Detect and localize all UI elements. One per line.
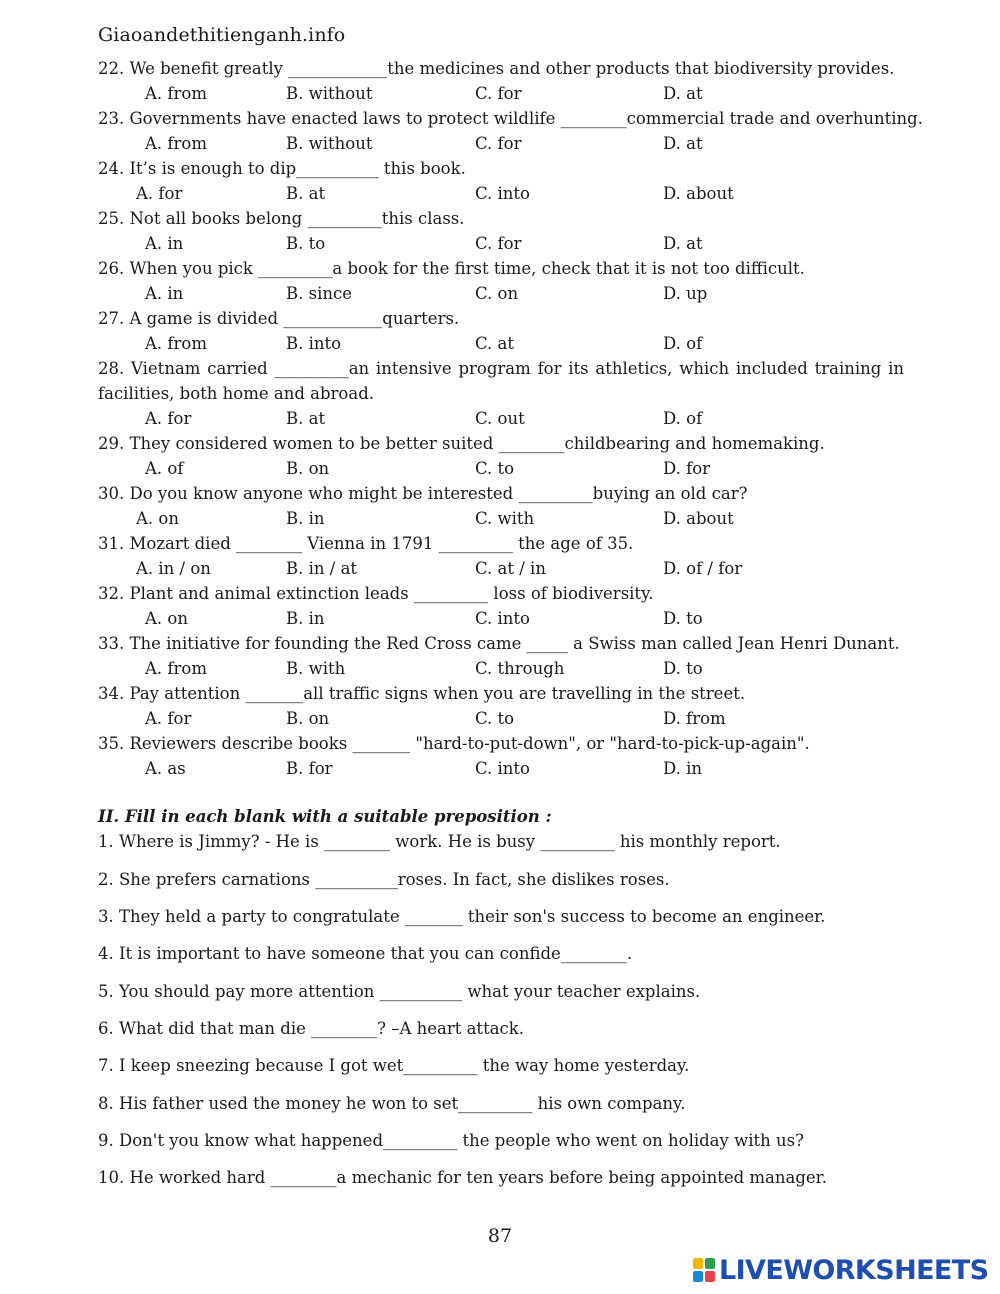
logo-tile (705, 1258, 715, 1269)
question-35: 35. Reviewers describe books _______ "hard-to-put-down", or "hard-to-pick-up-again". (98, 734, 810, 753)
logo-tile (693, 1258, 703, 1269)
question-34-options (0, 706, 1000, 731)
option-a: A. on (145, 609, 188, 628)
option-d: D. about (663, 184, 734, 203)
logo-tile (705, 1271, 715, 1282)
liveworksheets-brand[interactable] (693, 1255, 988, 1285)
fill-item-4: 4. It is important to have someone that you can confide________. (98, 944, 633, 963)
site-header: Giaoandethitienganh.info (98, 24, 346, 46)
question-28: 28. Vietnam carried _________an intensive program for its athletics, which included training in facilities, both home and abroad. (98, 359, 904, 403)
question-22: 22. We benefit greatly ____________the medicines and other products that biodiversity provides. (98, 59, 895, 78)
fill-item-5: 5. You should pay more attention __________ what your teacher explains. (98, 982, 701, 1001)
option-c: C. for (475, 84, 522, 103)
page-number: 87 (487, 1225, 513, 1247)
option-c: C. into (475, 184, 530, 203)
option-b: B. into (286, 334, 342, 353)
question-26-options (0, 281, 1000, 306)
option-a: A. on (136, 509, 179, 528)
question-27-options (0, 331, 1000, 356)
question-25-options (0, 231, 1000, 256)
option-d: D. of (663, 334, 703, 353)
option-d: D. at (663, 84, 703, 103)
section-2-title: II. Fill in each blank with a suitable preposition : (98, 807, 552, 826)
option-c: C. out (475, 409, 525, 428)
logo-tile (693, 1271, 703, 1282)
option-d: D. for (663, 459, 711, 478)
option-c: C. into (475, 609, 530, 628)
liveworksheets-logo-icon (693, 1258, 715, 1282)
option-c: C. for (475, 134, 522, 153)
fill-item-10: 10. He worked hard ________a mechanic for ten years before being appointed manager. (98, 1168, 828, 1187)
option-a: A. for (136, 184, 183, 203)
option-a: A. from (145, 334, 207, 353)
fill-item-7: 7. I keep sneezing because I got wet_________ the way home yesterday. (98, 1056, 690, 1075)
option-b: B. since (286, 284, 352, 303)
option-d: D. to (663, 659, 703, 678)
option-b: B. in (286, 609, 325, 628)
option-c: C. on (475, 284, 519, 303)
question-29: 29. They considered women to be better suited ________childbearing and homemaking. (98, 434, 825, 453)
brand-name: LIVEWORKSHEETS (719, 1254, 989, 1286)
question-32: 32. Plant and animal extinction leads _________ loss of biodiversity. (98, 584, 654, 603)
option-a: A. in (145, 234, 184, 253)
option-b: B. in / at (286, 559, 358, 578)
question-32-options (0, 606, 1000, 631)
question-25: 25. Not all books belong _________this class. (98, 209, 465, 228)
option-c: C. at / in (475, 559, 546, 578)
question-24-options (0, 181, 1000, 206)
option-a: A. in (145, 284, 184, 303)
fill-item-3: 3. They held a party to congratulate _______ their son's success to become an engineer. (98, 907, 826, 926)
question-24: 24. It’s is enough to dip__________ this book. (98, 159, 466, 178)
question-34: 34. Pay attention _______all traffic signs when you are travelling in the street. (98, 684, 746, 703)
option-c: C. to (475, 459, 515, 478)
option-c: C. through (475, 659, 565, 678)
fill-item-8: 8. His father used the money he won to set_________ his own company. (98, 1094, 686, 1113)
question-22-options (0, 81, 1000, 106)
option-c: C. at (475, 334, 514, 353)
option-b: B. to (286, 234, 326, 253)
option-a: A. from (145, 659, 207, 678)
fill-item-1: 1. Where is Jimmy? - He is ________ work. He is busy _________ his monthly report. (98, 832, 781, 851)
option-d: D. of / for (663, 559, 743, 578)
option-a: A. from (145, 84, 207, 103)
question-33: 33. The initiative for founding the Red Cross came _____ a Swiss man called Jean Henri Dunant. (98, 634, 900, 653)
option-d: D. up (663, 284, 708, 303)
option-c: C. to (475, 709, 515, 728)
question-33-options (0, 656, 1000, 681)
question-23: 23. Governments have enacted laws to protect wildlife ________commercial trade and overhunting. (98, 109, 923, 128)
option-a: A. of (145, 459, 184, 478)
option-d: D. from (663, 709, 726, 728)
option-b: B. in (286, 509, 325, 528)
option-b: B. on (286, 459, 330, 478)
fill-item-6: 6. What did that man die ________? –A heart attack. (98, 1019, 525, 1038)
option-d: D. about (663, 509, 734, 528)
option-c: C. into (475, 759, 530, 778)
question-29-options (0, 456, 1000, 481)
option-c: C. for (475, 234, 522, 253)
option-b: B. without (286, 134, 373, 153)
question-30: 30. Do you know anyone who might be interested _________buying an old car? (98, 484, 748, 503)
question-35-options (0, 756, 1000, 781)
fill-item-2: 2. She prefers carnations __________roses. In fact, she dislikes roses. (98, 870, 670, 889)
question-23-options (0, 131, 1000, 156)
option-a: A. in / on (136, 559, 211, 578)
option-b: B. at (286, 184, 326, 203)
option-d: D. at (663, 234, 703, 253)
option-a: A. for (145, 409, 192, 428)
option-d: D. at (663, 134, 703, 153)
question-26: 26. When you pick _________a book for the first time, check that it is not too difficult. (98, 259, 805, 278)
question-31: 31. Mozart died ________ Vienna in 1791 _________ the age of 35. (98, 534, 634, 553)
option-d: D. of (663, 409, 703, 428)
question-28-options (0, 406, 1000, 431)
option-c: C. with (475, 509, 535, 528)
option-b: B. without (286, 84, 373, 103)
option-b: B. with (286, 659, 346, 678)
option-b: B. on (286, 709, 330, 728)
option-a: A. for (145, 709, 192, 728)
option-d: D. in (663, 759, 703, 778)
option-d: D. to (663, 609, 703, 628)
fill-item-9: 9. Don't you know what happened_________ the people who went on holiday with us? (98, 1131, 804, 1150)
question-31-options (0, 556, 1000, 581)
question-27: 27. A game is divided ____________quarters. (98, 309, 460, 328)
question-30-options (0, 506, 1000, 531)
option-b: B. for (286, 759, 333, 778)
option-a: A. as (145, 759, 186, 778)
option-b: B. at (286, 409, 326, 428)
option-a: A. from (145, 134, 207, 153)
